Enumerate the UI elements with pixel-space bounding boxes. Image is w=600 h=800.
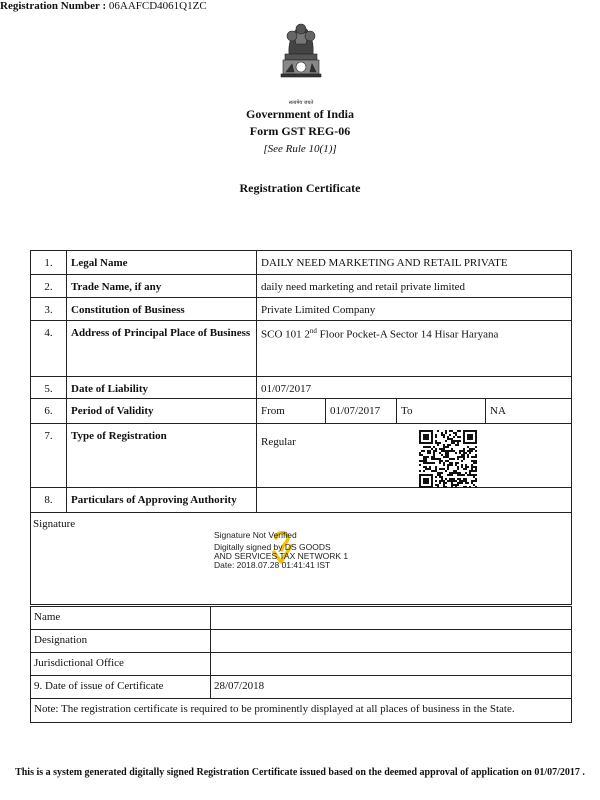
row-value: Private Limited Company	[257, 298, 572, 321]
table-row	[31, 321, 572, 377]
form-heading: Form GST REG-06	[249, 124, 351, 138]
jurisdictional-office-label: Jurisdictional Office	[31, 653, 211, 676]
row-number: 7.	[31, 424, 67, 488]
validity-to-label: To	[397, 399, 486, 423]
signed-by-line: AND SERVICES TAX NETWORK 1	[214, 551, 349, 561]
signed-by-line: Digitally signed by DS GOODS	[214, 542, 331, 552]
table-row	[31, 699, 572, 723]
row-label: Particulars of Approving Authority	[67, 488, 257, 513]
footer-note: This is a system generated digitally signed Registration Certificate issued based on the deemed approval of application on 01/07/2017 .	[15, 767, 585, 778]
emblem-motto: सत्यमेव जयते	[288, 100, 314, 106]
row-label: Trade Name, if any	[67, 275, 257, 298]
authority-designation-label: Designation	[31, 630, 211, 653]
row-number: 5.	[31, 377, 67, 399]
row-number: 3.	[31, 298, 67, 321]
row-label: Legal Name	[67, 251, 257, 275]
certificate-title: Registration Certificate	[239, 181, 361, 195]
jurisdictional-office-value	[211, 653, 572, 676]
registration-number-line	[0, 0, 600, 12]
national-emblem-icon	[276, 14, 326, 100]
row-number: 1.	[31, 251, 67, 275]
address-superscript: nd	[309, 327, 317, 335]
validity-from-value: 01/07/2017	[326, 399, 397, 423]
validity-table	[257, 399, 571, 423]
validity-from-label: From	[261, 405, 285, 417]
government-heading: Government of India	[246, 107, 354, 121]
table-row	[31, 607, 572, 630]
table-row	[31, 399, 572, 424]
table-row	[31, 488, 572, 513]
authority-designation-value	[211, 630, 572, 653]
row-number: 2.	[31, 275, 67, 298]
qr-code-icon	[419, 430, 477, 488]
table-row	[31, 424, 572, 488]
validity-to-value: NA	[486, 399, 572, 423]
address-part: SCO 101 2	[261, 328, 310, 341]
authority-table	[30, 606, 572, 723]
issue-date-label: 9. Date of issue of Certificate	[31, 676, 211, 699]
row-value: Regular	[257, 424, 572, 488]
digital-signature-block	[214, 531, 348, 570]
issue-date-value: 28/07/2018	[211, 676, 572, 699]
row-label: Type of Registration	[67, 424, 257, 488]
address-part: Floor Pocket-A Sector 14 Hisar Haryana	[316, 328, 499, 341]
row-value: 01/07/2017	[257, 377, 572, 399]
row-number: 6.	[31, 399, 67, 424]
display-note: Note: The registration certificate is required to be prominently displayed at all places of business in the State.	[31, 699, 572, 723]
table-row	[31, 298, 572, 321]
table-row	[31, 676, 572, 699]
table-row	[31, 377, 572, 399]
rule-reference: [See Rule 10(1)]	[263, 143, 337, 155]
row-number: 8.	[31, 488, 67, 513]
table-row	[31, 251, 572, 275]
row-value	[257, 321, 572, 377]
row-label: Period of Validity	[67, 399, 257, 424]
signature-status: Signature Not Verified	[214, 530, 297, 540]
table-row	[31, 653, 572, 676]
row-label: Date of Liability	[67, 377, 257, 399]
row-value	[257, 488, 572, 513]
validity-cell	[257, 399, 572, 424]
authority-name-value	[211, 607, 572, 630]
signature-date: Date: 2018.07.28 01:41:41 IST	[214, 560, 331, 570]
table-row	[31, 275, 572, 298]
signature-label: Signature	[33, 518, 76, 530]
row-number: 4.	[31, 321, 67, 377]
row-label: Address of Principal Place of Business	[67, 321, 257, 377]
table-row	[31, 630, 572, 653]
row-value: DAILY NEED MARKETING AND RETAIL PRIVATE	[257, 251, 572, 275]
registration-number-label: Registration Number :	[0, 0, 107, 12]
authority-name-label: Name	[31, 607, 211, 630]
registration-number-value: 06AAFCD4061Q1ZC	[108, 0, 207, 12]
row-value: daily need marketing and retail private limited	[257, 275, 572, 298]
row-label: Constitution of Business	[67, 298, 257, 321]
